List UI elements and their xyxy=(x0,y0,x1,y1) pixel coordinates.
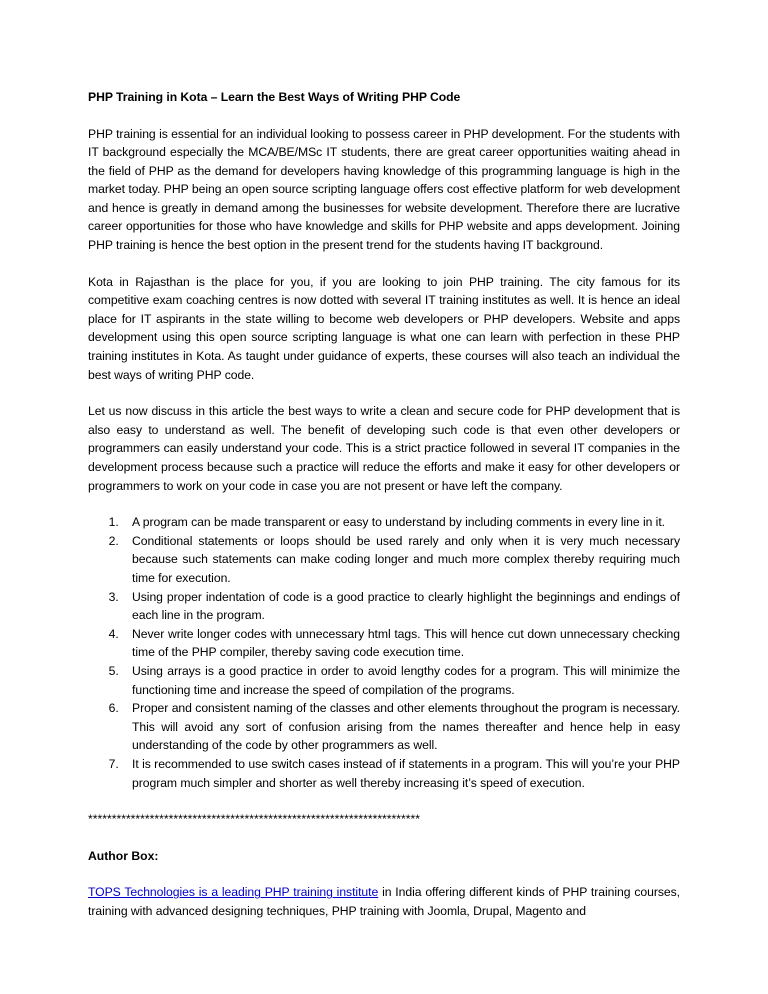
discussion-paragraph: Let us now discuss in this article the best ways to write a clean and secure code for PHP development that is also easy to understand as well. The benefit of developing such code is that even other developers or programmers can easily understand your code. This is a strict practice followed in several IT companies in the development process because such a practice will reduce the efforts and make it easy for other developers or programmers to work on your code in case you are not present or have left the company. xyxy=(88,404,680,493)
list-item: 3. Using proper indentation of code is a good practice to clearly highlight the beginnings and endings of each line in the program. xyxy=(122,588,680,625)
page-title: PHP Training in Kota – Learn the Best Ways of Writing PHP Code xyxy=(88,90,461,104)
closing-rest-text: in India offering different kinds of PHP training courses, training with advanced designing techniques, PHP training with Joomla, Drupal, Magento and xyxy=(88,885,680,918)
tips-list xyxy=(88,513,680,792)
intro-paragraph: PHP training is essential for an individual looking to possess career in PHP development. For the students with IT background especially the MCA/BE/MSc IT students, there are great career opportunities waiting ahead in the field of PHP as the demand for developers having knowledge of this programming language is high in the market today. PHP being an open source scripting language offers cost effective platform for web development and hence is greatly in demand among the businesses for website development. Therefore there are lucrative career opportunities for those who have knowledge and skills for PHP website and apps development. Joining PHP training is hence the best option in the present trend for the students having IT background. xyxy=(88,126,680,253)
document-body xyxy=(88,88,680,920)
author-box-label: Author Box: xyxy=(88,848,159,863)
list-item: 2. Conditional statements or loops should be used rarely and only when it is very much necessary because such statements can make coding longer and much more complex thereby requiring much time for execution. xyxy=(122,532,680,588)
list-item: 1. A program can be made transparent or easy to understand by including comments in every line in it. xyxy=(122,513,680,532)
list-item: 4. Never write longer codes with unnecessary html tags. This will hence cut down unnecessary checking time of the PHP compiler, thereby saving code execution time. xyxy=(122,625,680,662)
tops-technologies-link[interactable]: TOPS Technologies is a leading PHP training institute xyxy=(88,885,379,900)
asterisk-divider: ********************************************************************** xyxy=(88,812,421,827)
closing-paragraph xyxy=(88,883,680,920)
kota-paragraph: Kota in Rajasthan is the place for you, if you are looking to join PHP training. The city famous for its competitive exam coaching centres is now dotted with several IT training institutes as well. It is hence an ideal place for IT aspirants in the state willing to become web developers or PHP developers. Website and apps development using this open source scripting language is what one can learn with perfection in these PHP training institutes in Kota. As taught under guidance of experts, these courses will also teach an individual the best ways of writing PHP code. xyxy=(88,274,680,382)
list-item: 5. Using arrays is a good practice in order to avoid lengthy codes for a program. This will minimize the functioning time and increase the speed of compilation of the programs. xyxy=(122,662,680,699)
list-item: 7. It is recommended to use switch cases instead of if statements in a program. This will you’re your PHP program much simpler and shorter as well thereby increasing it’s speed of execution. xyxy=(122,755,680,792)
list-item: 6. Proper and consistent naming of the classes and other elements throughout the program is necessary. This will avoid any sort of confusion arising from the names thereafter and hence help in easy understanding of the code by other programmers as well. xyxy=(122,699,680,755)
